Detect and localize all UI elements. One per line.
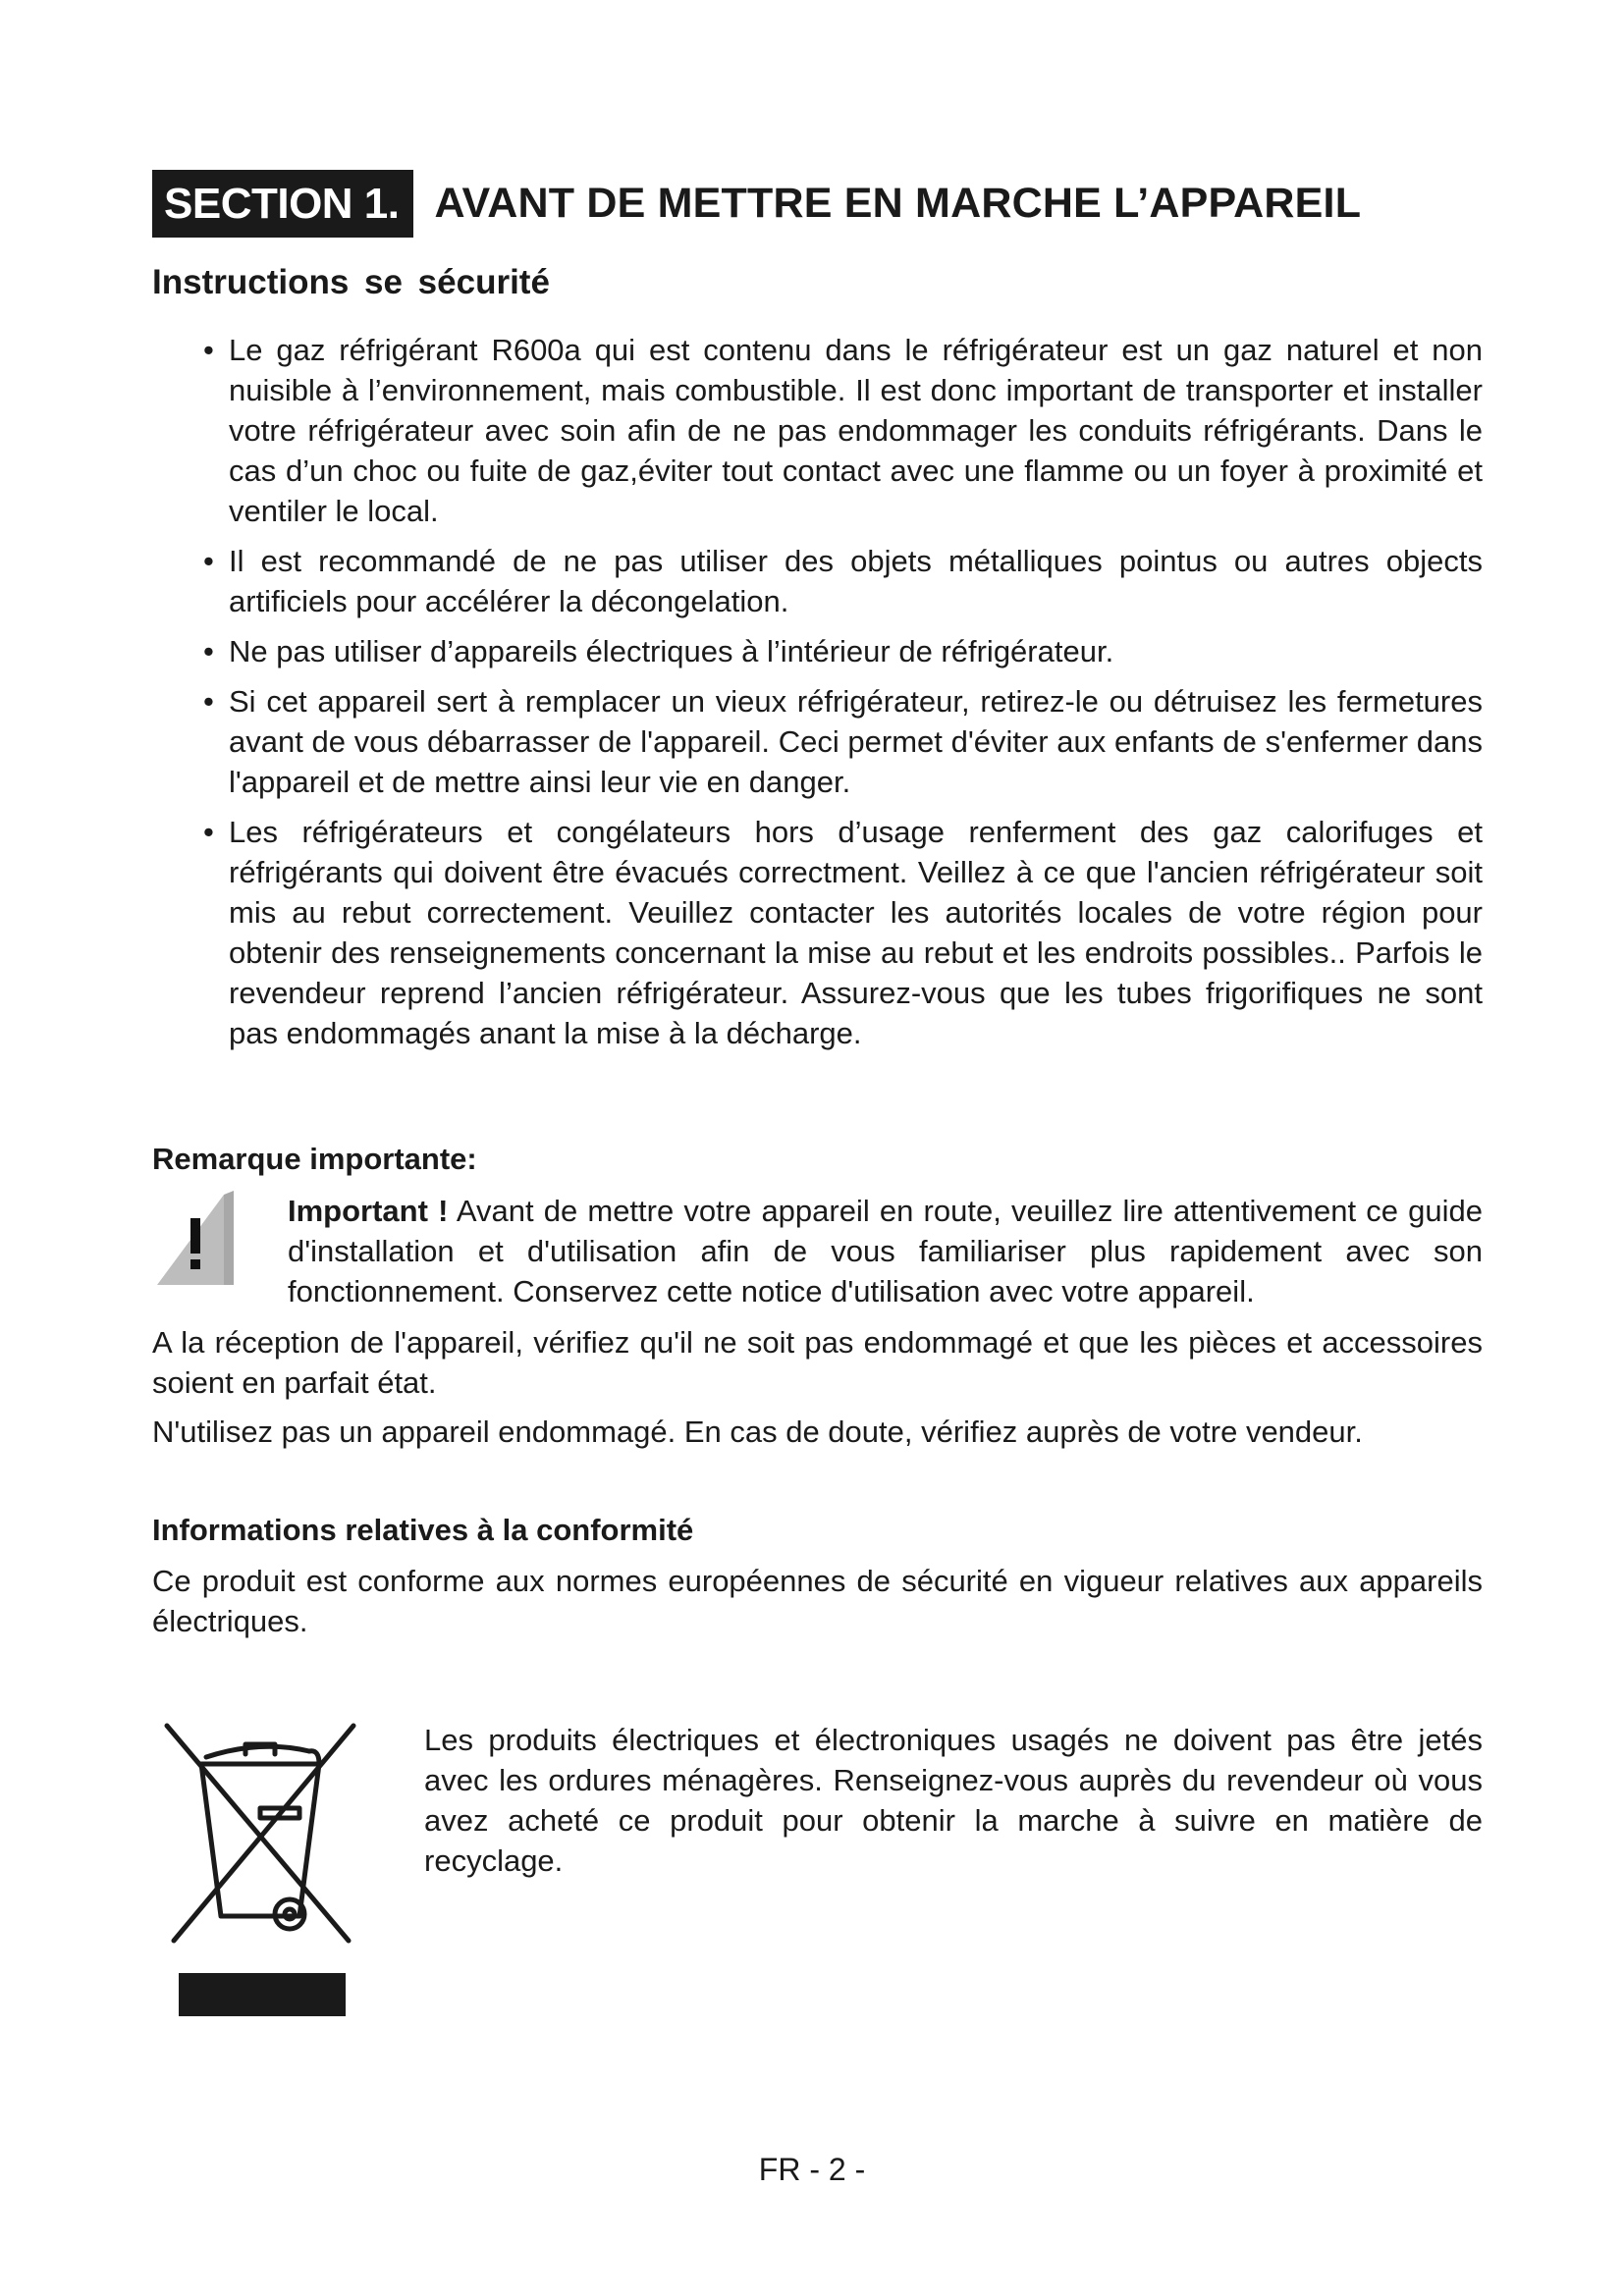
important-text: Avant de mettre votre appareil en route, veuillez lire attentivement ce guide d'installation et d'utilisation afin de vous familiariser plus rapidement avec son fonctionnement. Conservez cette notice d'utilisation avec votre appareil. [288,1194,1483,1308]
reception-paragraph: A la réception de l'appareil, vérifiez qu'il ne soit pas endommagé et que les pièces et accessoires soient en parfait état. [152,1325,1483,1400]
safety-bullet: • Ne pas utiliser d’appareils électriques à l’intérieur de réfrigérateur. [203,631,1483,671]
safety-list [203,330,1483,1063]
section-title: AVANT DE METTRE EN MARCHE L’APPAREIL [434,180,1362,227]
damaged-paragraph: N'utilisez pas un appareil endommagé. En cas de doute, vérifiez auprès de votre vendeur. [152,1415,1363,1449]
important-note [288,1191,1483,1311]
section-badge: SECTION 1. [152,170,413,238]
section-header [152,170,1361,238]
important-label: Important ! [288,1194,449,1228]
warning-triangle-icon [157,1191,234,1285]
conformity-title: Informations relatives à la conformité [152,1513,694,1547]
safety-bullet: • Si cet appareil sert à remplacer un vieux réfrigérateur, retirez-le ou détruisez les fermetures avant de vous débarrasser de l'appareil. Ceci permet d'éviter aux enfants de s'enfermer dans l'appareil et de mettre ainsi leur vie en danger. [203,681,1483,802]
page-number: FR - 2 - [758,2152,866,2187]
weee-paragraph: Les produits électriques et électroniques usagés ne doivent pas être jetés avec les ordures ménagères. Renseignez-vous auprès du revendeur où vous avez acheté ce produit pour obtenir la marche à suivre en matière de recyclage. [424,1723,1483,1878]
crossed-out-bin-icon [162,1720,363,2024]
safety-bullet: • Il est recommandé de ne pas utiliser des objets métalliques pointus ou autres objects artificiels pour accélérer la décongelation. [203,541,1483,621]
safety-bullet: • Les réfrigérateurs et congélateurs hors d’usage renferment des gaz calorifuges et réfrigérants qui doivent être évacués correctment. Veillez à ce que l'ancien réfrigérateur soit mis au rebut correctement. Veuillez contacter les autorités locales de votre région pour obtenir des renseignements concernant la mise au rebut et les endroits possibles.. Parfois le revendeur reprend l’ancien réfrigérateur. Assurez-vous que les tubes frigorifiques ne sont pas endommagés anant la mise à la décharge. [203,812,1483,1053]
conformity-paragraph: Ce produit est conforme aux normes européennes de sécurité en vigueur relatives aux appareils électriques. [152,1564,1483,1638]
safety-bullet: • Le gaz réfrigérant R600a qui est contenu dans le réfrigérateur est un gaz naturel et non nuisible à l’environnement, mais combustible. Il est donc important de transporter et installer votre réfrigérateur avec soin afin de ne pas endommager les conduits réfrigérants. Dans le cas d’un choc ou fuite de gaz,éviter tout contact avec une flamme ou un foyer à proximité et ventiler le local. [203,330,1483,531]
safety-title: Instructions se sécurité [152,263,550,301]
remark-title: Remarque importante: [152,1142,477,1176]
